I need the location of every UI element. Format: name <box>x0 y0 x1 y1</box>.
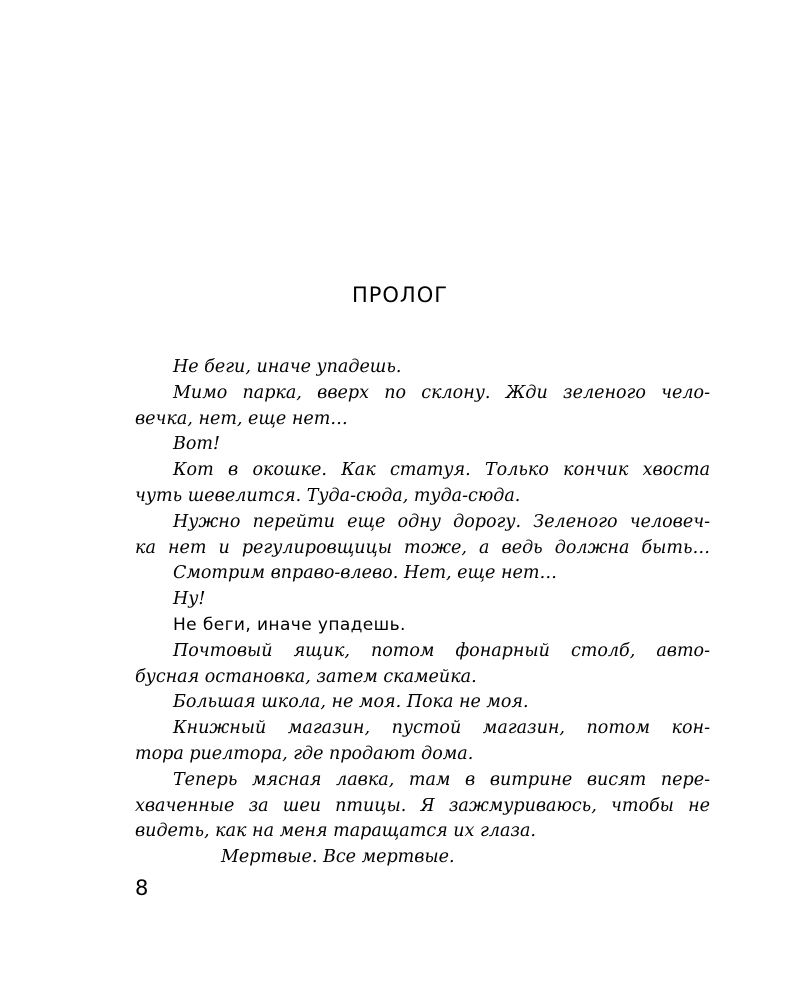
text-line: чуть шевелится. Туда-сюда, туда-сюда. <box>135 485 521 506</box>
text-line: Книжный магазин, пустой магазин, потом кон- <box>173 718 710 739</box>
text-line: Кот в окошке. Как статуя. Только кончик хвоста <box>173 460 710 481</box>
text-line: Смотрим вправо-влево. Нет, еще нет… <box>173 563 557 584</box>
text-line: Мертвые. Все мертвые. <box>221 847 455 868</box>
text-line: тора риелтора, где продают дома. <box>135 743 474 764</box>
text-line: Мимо парка, вверх по склону. Жди зеленого чело- <box>173 382 710 403</box>
text-line: Большая школа, не моя. Пока не моя. <box>173 692 529 713</box>
text-line: Нужно перейти еще одну дорогу. Зеленого человеч- <box>173 511 710 532</box>
chapter-title: ПРОЛОГ <box>351 283 449 307</box>
text-line: бусная остановка, затем скамейка. <box>135 666 477 687</box>
prologue-text <box>135 355 710 871</box>
text-line: видеть, как на меня таращатся их глаза. <box>135 821 536 842</box>
page-number: 8 <box>135 876 149 900</box>
text-line: ка нет и регулировщицы тоже, а ведь должна быть… <box>135 537 710 558</box>
text-line: Вот! <box>173 434 221 455</box>
text-line: Ну! <box>173 589 206 610</box>
text-line: Не беги, иначе упадешь. <box>173 357 402 377</box>
text-line: Теперь мясная лавка, там в витрине висят пере- <box>173 769 710 790</box>
text-line: вечка, нет, еще нет… <box>135 408 348 429</box>
text-line: Почтовый ящик, потом фонарный столб, авто- <box>173 640 710 661</box>
text-line: Не беги, иначе упадешь. <box>173 614 406 635</box>
text-line: хваченные за шеи птицы. Я зажмуриваюсь, чтобы не <box>135 795 710 816</box>
